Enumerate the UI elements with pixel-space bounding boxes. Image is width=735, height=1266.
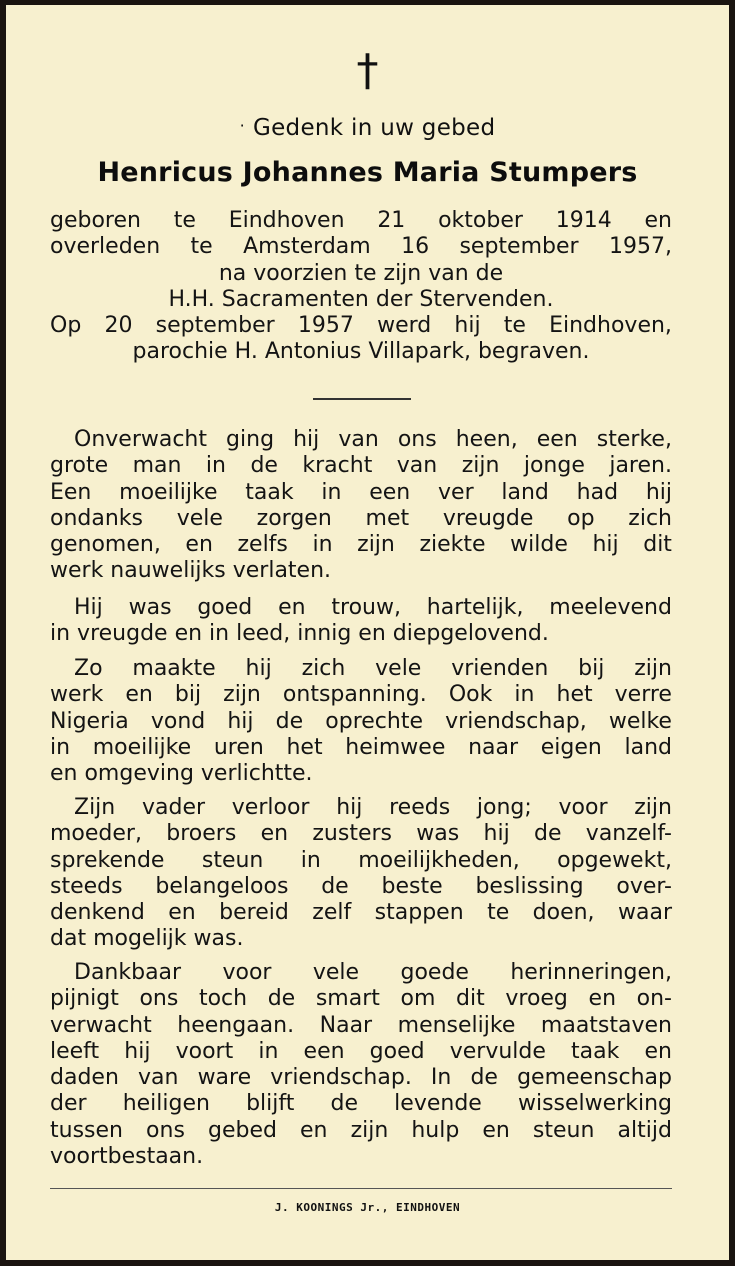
text-line: na voorzien te zijn van de: [218, 260, 504, 286]
text-line: daden van ware vriendschap. In de gemeenschap: [50, 1065, 672, 1091]
remember-line: [6, 115, 729, 141]
separator-line: [313, 398, 411, 400]
text-line: Zo maakte hij zich vele vrienden bij zijn: [74, 656, 672, 681]
text-line: Onverwacht ging hij van ons heen, een sterke,: [74, 427, 672, 452]
text-line: steeds belangeloos de beste beslissing over-: [50, 873, 672, 899]
text-line: werk nauwelijks verlaten.: [50, 558, 332, 584]
memorial-card: [6, 5, 729, 1260]
text-line: H.H. Sacramenten der Stervenden.: [168, 286, 554, 312]
text-line: sprekende steun in moeilijkheden, opgewekt,: [50, 847, 672, 873]
text-line: Zijn vader verloor hij reeds jong; voor zijn: [74, 795, 672, 820]
text-line: ondanks vele zorgen met vreugde op zich: [50, 505, 672, 531]
text-line: Hij was goed en trouw, hartelijk, meelevend: [74, 595, 672, 620]
text-line: parochie H. Antonius Villapark, begraven.: [132, 339, 590, 365]
intro-block: [50, 208, 672, 366]
text-line: moeder, broers en zusters was hij de vanzelf-: [50, 821, 672, 847]
text-line: tussen ons gebed en zijn hulp en steun altijd: [50, 1117, 672, 1143]
text-line: Op 20 september 1957 werd hij te Eindhoven,: [50, 313, 672, 339]
text-line: werk en bij zijn ontspanning. Ook in het verre: [50, 682, 672, 708]
paragraph-2: [50, 595, 672, 648]
text-line: verwacht heengaan. Naar menselijke maatstaven: [50, 1012, 672, 1038]
text-line: Nigeria vond hij de oprechte vriendschap, welke: [50, 708, 672, 734]
printer-credit: J. KOONINGS Jr., EINDHOVEN: [274, 1201, 461, 1214]
text-line: genomen, en zelfs in zijn ziekte wilde hij dit: [50, 532, 672, 558]
text-line: voortbestaan.: [50, 1144, 204, 1170]
paragraph-3: [50, 656, 672, 787]
text-line: in vreugde en in leed, innig en diepgelovend.: [50, 621, 549, 647]
bottom-rule: [50, 1188, 672, 1189]
text-line: Een moeilijke taak in een ver land had hij: [50, 479, 672, 505]
cross-icon: †: [356, 45, 379, 96]
text-line: en omgeving verlichtte.: [50, 761, 313, 787]
text-line: der heiligen blijft de levende wisselwerking: [50, 1091, 672, 1117]
dot-mark: ·: [239, 116, 245, 135]
paragraph-4: [50, 795, 672, 953]
text-line: geboren te Eindhoven 21 oktober 1914 en: [50, 208, 672, 233]
text-line: overleden te Amsterdam 16 september 1957,: [50, 234, 672, 260]
paragraph-5: [50, 960, 672, 1170]
text-line: Dankbaar voor vele goede herinneringen,: [74, 960, 672, 985]
deceased-name: Henricus Johannes Maria Stumpers: [97, 157, 638, 188]
text-line: denkend en bereid zelf stappen te doen, waar: [50, 900, 672, 926]
text-line: in moeilijke uren het heimwee naar eigen land: [50, 734, 672, 760]
text-line: dat mogelijk was.: [50, 926, 244, 952]
text-line: grote man in de kracht van zijn jonge jaren.: [50, 453, 672, 479]
gedenk-text: Gedenk in uw gebed: [252, 115, 496, 141]
text-line: leeft hij voort in een goed vervulde taak en: [50, 1038, 672, 1064]
text-line: pijnigt ons toch de smart om dit vroeg en on-: [50, 986, 672, 1012]
paragraph-1: [50, 427, 672, 585]
